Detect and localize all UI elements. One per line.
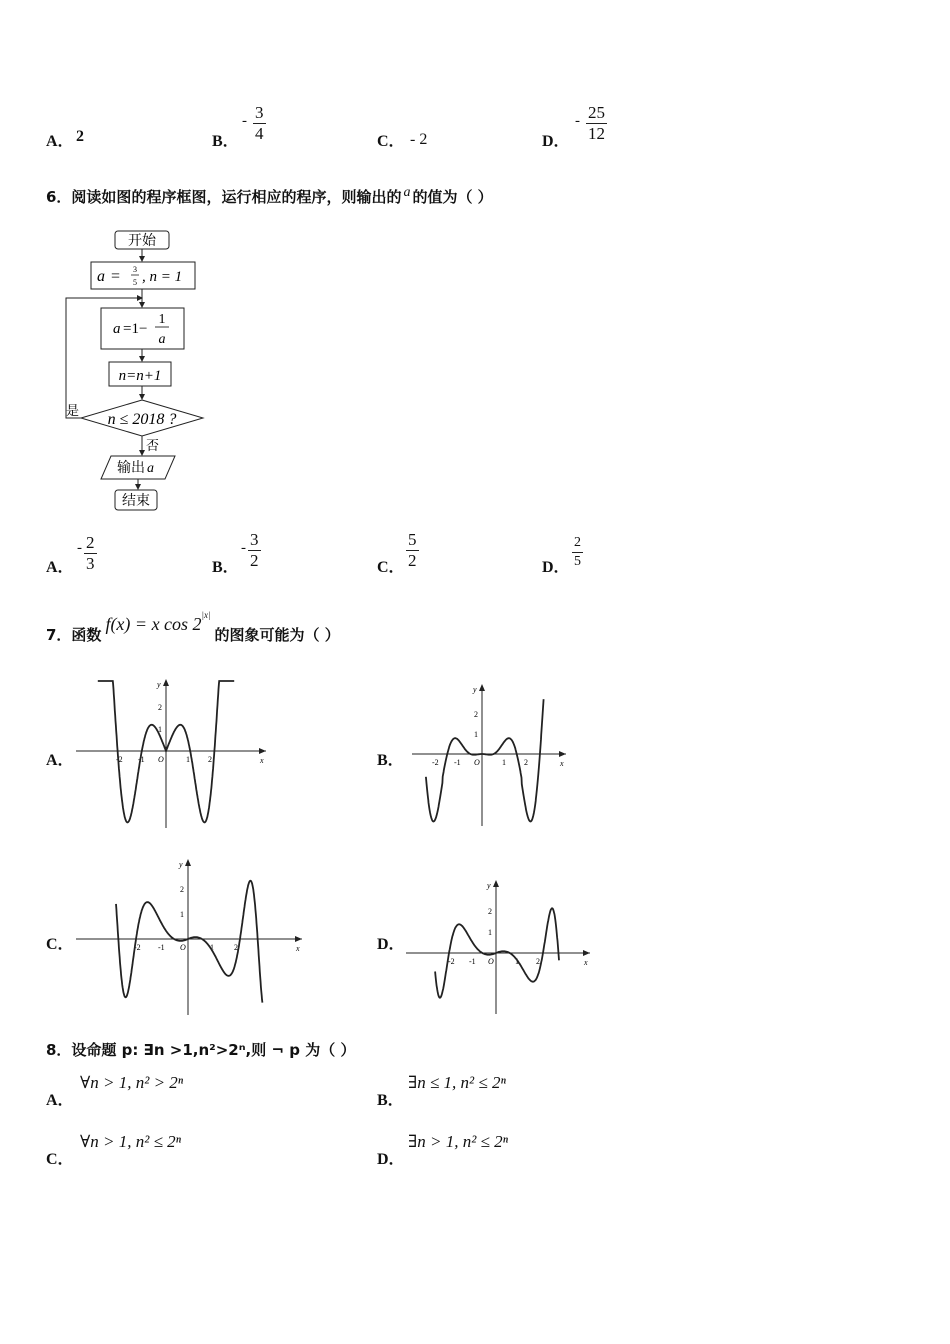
flow-start-text: 开始	[128, 234, 156, 249]
x-tick-label: -1	[469, 957, 476, 966]
x-axis-name: x	[560, 759, 564, 768]
flow-no-label: 否	[146, 438, 160, 453]
q7-option-b-label: B．	[377, 752, 404, 769]
q7-stem	[46, 609, 340, 644]
flow-step1-eq: =1−	[123, 321, 148, 337]
y-tick-label: 2	[488, 907, 492, 916]
flow-init-n: , n = 1	[142, 269, 183, 285]
q7-graph-c	[74, 855, 306, 1017]
q5-option-d-den: 12	[588, 124, 605, 143]
y-tick-label: 2	[474, 710, 478, 719]
q5-option-b-sign: -	[242, 113, 247, 129]
q6-option-c-den: 2	[408, 551, 417, 570]
function-curve	[116, 881, 262, 1003]
q6-option-d-fraction	[572, 534, 583, 571]
y-axis-name: y	[473, 685, 477, 694]
flow-step1-den: a	[158, 332, 166, 347]
y-tick-label: 1	[180, 910, 184, 919]
flow-init-den: 5	[133, 278, 137, 287]
q6-option-c-fraction	[406, 530, 419, 571]
q6-option-a-fraction	[84, 533, 97, 574]
q5-option-d-label: D．	[542, 133, 570, 150]
q5-option-d-num: 25	[588, 103, 605, 122]
q5-option-b-fraction	[253, 103, 266, 144]
q6-stem-post: 的值为（ ）	[412, 188, 493, 206]
x-axis-arrow	[583, 950, 590, 956]
x-tick-label: -1	[454, 758, 461, 767]
q8-option-b-label: B．	[377, 1092, 404, 1109]
q5-option-a-value: 2	[76, 128, 84, 145]
q6-option-b-sign: -	[241, 540, 246, 556]
q5-option-b-num: 3	[255, 103, 264, 122]
q8-option-c-expr: ∀n > 1, n² ≤ 2ⁿ	[80, 1132, 182, 1151]
q7-graph-a	[74, 675, 270, 830]
q8-option-d-label: D．	[377, 1151, 405, 1168]
q5-option-a-label: A．	[46, 133, 74, 150]
q6-option-a-num: 2	[86, 533, 95, 552]
x-tick-label: 1	[515, 957, 519, 966]
q6-option-d-num: 2	[572, 534, 583, 553]
y-tick-label: 2	[158, 703, 162, 712]
q7-option-c-label: C．	[46, 936, 74, 953]
q7-stem-post: 的图象可能为（ ）	[214, 626, 340, 644]
q6-stem-pre: 6．阅读如图的程序框图，运行相应的程序，则输出的	[46, 188, 402, 206]
flow-step2-text: n=n+1	[118, 368, 162, 384]
q6-option-a-den: 3	[86, 554, 95, 573]
x-tick-label: -2	[134, 943, 141, 952]
y-axis-name: y	[487, 881, 491, 890]
x-axis-arrow	[559, 751, 566, 757]
x-tick-label: -2	[116, 755, 123, 764]
y-axis-arrow	[493, 880, 499, 887]
x-tick-label: -1	[158, 943, 165, 952]
q8-stem: 8．设命题 p: ∃n >1,n²>2ⁿ,则 ¬ p 为（ ）	[46, 1041, 356, 1059]
flow-init-num: 3	[133, 265, 137, 274]
x-axis-name: x	[584, 958, 588, 967]
q5-option-c-value: - 2	[410, 131, 428, 148]
y-tick-label: 1	[158, 725, 162, 734]
q7-graph-b	[410, 680, 570, 828]
q7-function: f(x) = x cos 2	[105, 614, 202, 634]
y-tick-label: 1	[474, 730, 478, 739]
x-tick-label: 1	[186, 755, 190, 764]
q6-option-b-fraction	[248, 530, 261, 571]
x-axis-name: x	[260, 756, 264, 765]
flow-output-text: 输出	[117, 461, 145, 476]
q5-option-c-label: C．	[377, 133, 405, 150]
q7-option-a-label: A．	[46, 752, 74, 769]
q8-option-b-expr: ∃n ≤ 1, n² ≤ 2ⁿ	[408, 1073, 506, 1092]
y-axis-arrow	[185, 859, 191, 866]
q6-option-c-num: 5	[408, 530, 417, 549]
q7-option-d-label: D．	[377, 936, 405, 953]
y-axis-arrow	[163, 679, 169, 686]
q6-option-d-label: D．	[542, 559, 570, 576]
x-axis-arrow	[295, 936, 302, 942]
q5-option-b-label: B．	[212, 133, 239, 150]
q6-option-b-num: 3	[250, 530, 259, 549]
q6-option-c-label: C．	[377, 559, 405, 576]
x-axis-name: x	[296, 944, 300, 953]
flow-loop-line	[66, 298, 142, 418]
x-tick-label: -2	[448, 957, 455, 966]
q8-option-a-expr: ∀n > 1, n² > 2ⁿ	[80, 1073, 184, 1092]
q8-option-a-label: A．	[46, 1092, 74, 1109]
q6-option-a-sign: -	[77, 540, 82, 556]
q7-graph-d	[404, 876, 594, 1016]
x-tick-label: O	[488, 957, 494, 966]
flow-yes-label: 是	[66, 403, 80, 418]
y-axis-name: y	[157, 680, 161, 689]
x-tick-label: 1	[210, 943, 214, 952]
q8-option-c-label: C．	[46, 1151, 74, 1168]
flow-decision-text: n ≤ 2018 ?	[107, 411, 177, 428]
q6-stem-var: a	[403, 185, 411, 200]
x-tick-label: -1	[138, 755, 145, 764]
q6-flowchart	[55, 225, 215, 517]
x-tick-label: O	[158, 755, 164, 764]
flow-step1-num: 1	[158, 312, 166, 327]
flow-init-a: a	[97, 268, 105, 285]
x-tick-label: O	[180, 943, 186, 952]
q6-option-d-den: 5	[574, 554, 581, 569]
q5-option-d-sign: -	[575, 113, 580, 129]
x-tick-label: 2	[234, 943, 238, 952]
flow-init-eq: =	[111, 268, 121, 285]
y-axis-name: y	[179, 860, 183, 869]
x-axis-arrow	[259, 748, 266, 754]
x-tick-label: O	[474, 758, 480, 767]
x-tick-label: 2	[208, 755, 212, 764]
flow-output-var: a	[147, 461, 154, 476]
flow-step1-lhs: a	[113, 321, 121, 337]
q5-option-d-fraction	[586, 103, 607, 144]
q6-stem	[46, 186, 493, 207]
flow-end-text: 结束	[122, 494, 150, 509]
y-tick-label: 1	[488, 928, 492, 937]
x-tick-label: 2	[536, 957, 540, 966]
x-tick-label: 2	[524, 758, 528, 767]
x-tick-label: -2	[432, 758, 439, 767]
q7-function-exponent: |x|	[201, 609, 211, 620]
y-tick-label: 2	[180, 885, 184, 894]
y-axis-arrow	[479, 684, 485, 691]
q6-option-b-den: 2	[250, 551, 259, 570]
q7-stem-pre: 7．函数	[46, 626, 102, 644]
x-tick-label: 1	[502, 758, 506, 767]
q8-option-d-expr: ∃n > 1, n² ≤ 2ⁿ	[408, 1132, 508, 1151]
q5-option-b-den: 4	[255, 124, 264, 143]
q6-option-a-label: A．	[46, 559, 74, 576]
q6-option-b-label: B．	[212, 559, 239, 576]
